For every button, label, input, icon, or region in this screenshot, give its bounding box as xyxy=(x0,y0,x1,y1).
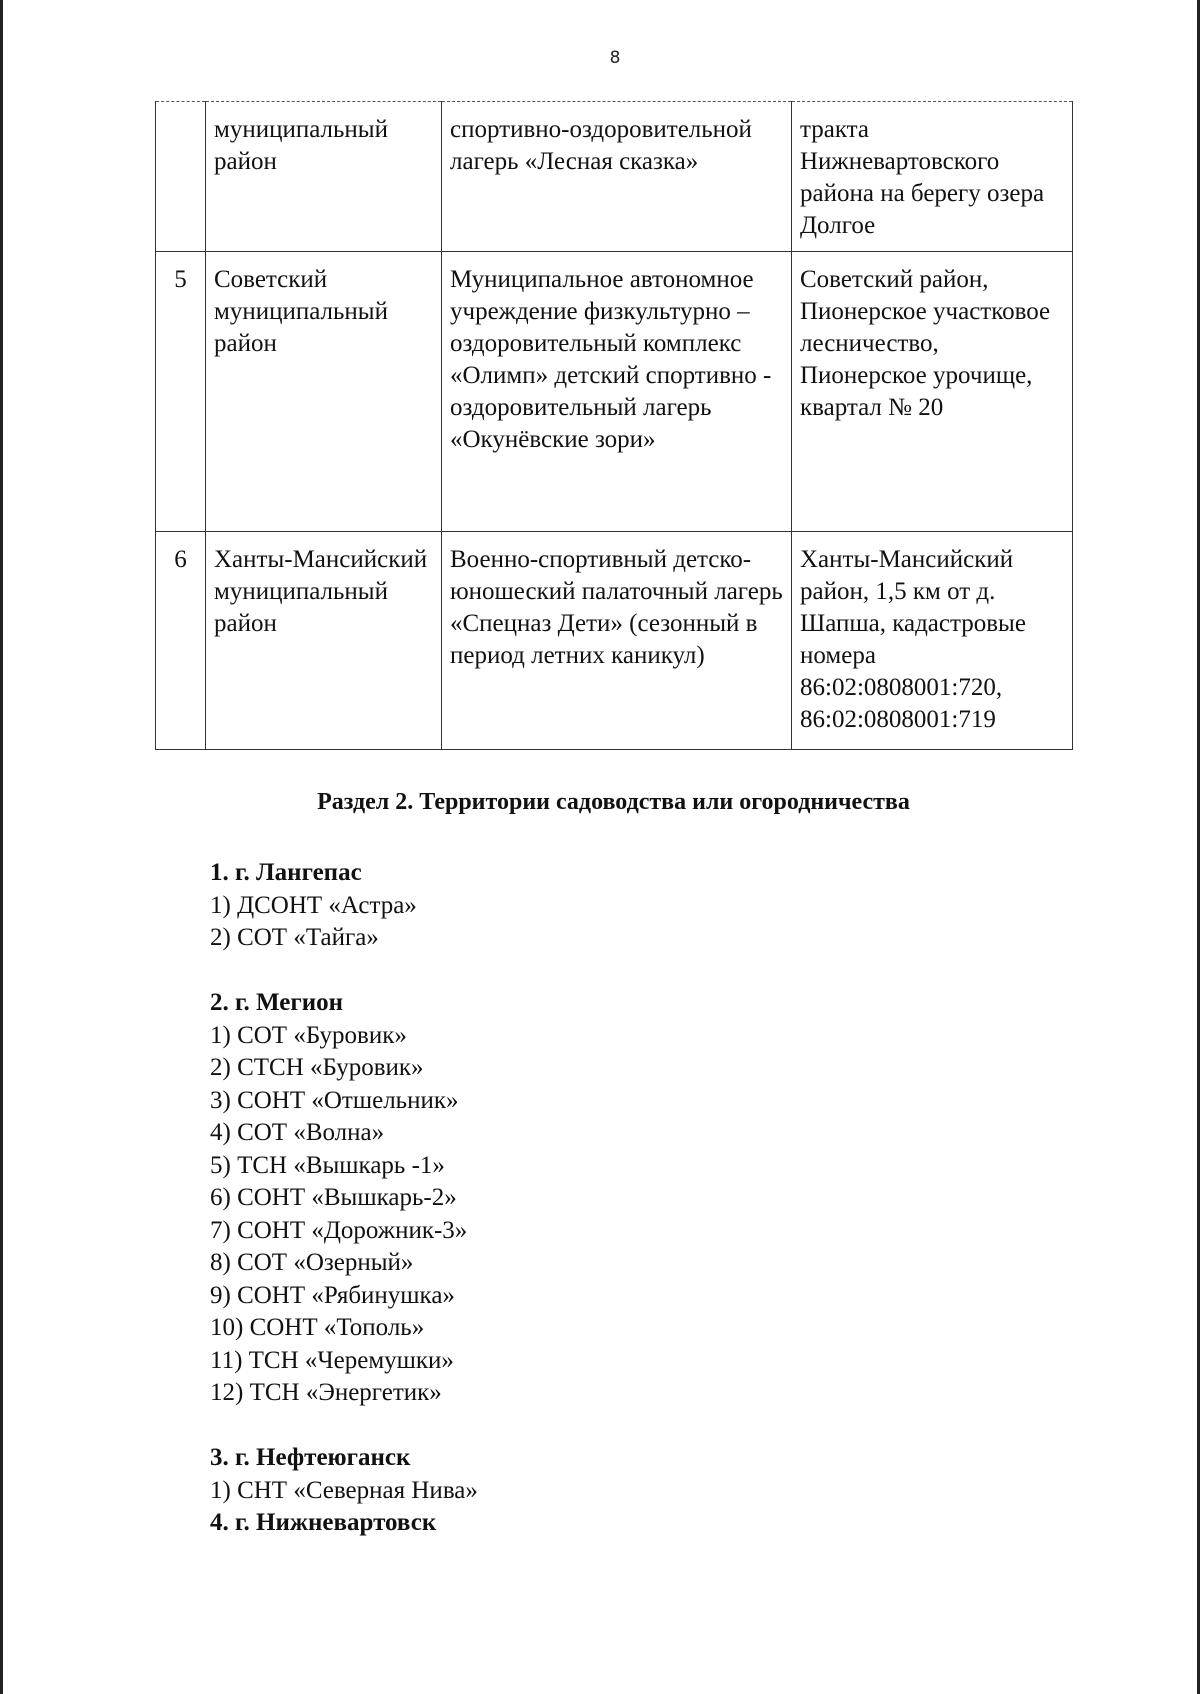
organization-list xyxy=(210,1475,478,1508)
municipality-cell: Советский муниципальный район xyxy=(206,252,442,532)
camp-name-cell: спортивно-оздоровительной лагерь «Лесная сказка» xyxy=(442,102,792,252)
table-row xyxy=(156,252,1073,532)
list-item: 11) ТСН «Черемушки» xyxy=(210,1346,454,1374)
table-row xyxy=(156,102,1073,252)
organization-list xyxy=(210,1020,467,1410)
municipality-cell: Ханты-Мансийский муниципальный район xyxy=(206,532,442,750)
page-number: 8 xyxy=(609,48,621,68)
list-item: 1) СНТ «Северная Нива» xyxy=(210,1476,478,1504)
camp-name-cell: Военно-спортивный детско-юношеский палаточный лагерь «Спецназ Дети» (сезонный в период летних каникул) xyxy=(442,532,792,750)
city-title: 2. г. Мегион xyxy=(210,989,344,1016)
list-item: 12) ТСН «Энергетик» xyxy=(210,1379,442,1406)
camps-table xyxy=(155,101,1073,750)
list-item: 3) СОНТ «Отшельник» xyxy=(210,1086,459,1114)
section-heading: Раздел 2. Территории садоводства или огородничества xyxy=(317,789,910,815)
list-item: 1) СОТ «Буровик» xyxy=(210,1021,407,1049)
list-item: 2) СОТ «Тайга» xyxy=(210,924,379,951)
list-item: 4) СОТ «Волна» xyxy=(210,1119,385,1146)
row-number xyxy=(156,102,206,252)
list-item: 1) ДСОНТ «Астра» xyxy=(210,891,417,919)
city-group-nefteyugansk xyxy=(210,1442,478,1507)
scan-edge-left xyxy=(0,0,3,1694)
row-number: 5 xyxy=(156,252,206,532)
list-item: 6) СОНТ «Вышкарь-2» xyxy=(210,1184,457,1211)
organization-list xyxy=(210,890,417,955)
camp-name-cell: Муниципальное автономное учреждение физкультурно – оздоровительный комплекс «Олимп» детский спортивно - оздоровительный лагерь «Окунёвские зори» xyxy=(442,252,792,532)
list-item: 8) СОТ «Озерный» xyxy=(210,1249,414,1276)
city-group-nizhnevartovsk xyxy=(210,1507,436,1540)
list-item: 10) СОНТ «Тополь» xyxy=(210,1314,425,1341)
city-group-megion xyxy=(210,987,467,1410)
city-title: 1. г. Лангепас xyxy=(210,859,362,886)
location-cell: тракта Нижневартовского района на берегу озера Долгое xyxy=(792,102,1073,252)
list-item: 5) ТСН «Вышкарь -1» xyxy=(210,1151,445,1179)
row-number: 6 xyxy=(156,532,206,750)
municipality-cell: муниципальный район xyxy=(206,102,442,252)
list-item: 9) СОНТ «Рябинушка» xyxy=(210,1281,455,1309)
location-cell: Ханты-Мансийский район, 1,5 км от д. Шапша, кадастровые номера 86:02:0808001:720, 86:02:0808001:719 xyxy=(792,532,1073,750)
city-title: 3. г. Нефтеюганск xyxy=(210,1444,411,1471)
city-title: 4. г. Нижневартовск xyxy=(210,1509,437,1536)
location-cell: Советский район, Пионерское участковое лесничество, Пионерское урочище, квартал № 20 xyxy=(792,252,1073,532)
city-group-langepas xyxy=(210,857,417,955)
table-row xyxy=(156,532,1073,750)
list-item: 2) СТСН «Буровик» xyxy=(210,1054,424,1081)
list-item: 7) СОНТ «Дорожник-3» xyxy=(210,1216,468,1244)
